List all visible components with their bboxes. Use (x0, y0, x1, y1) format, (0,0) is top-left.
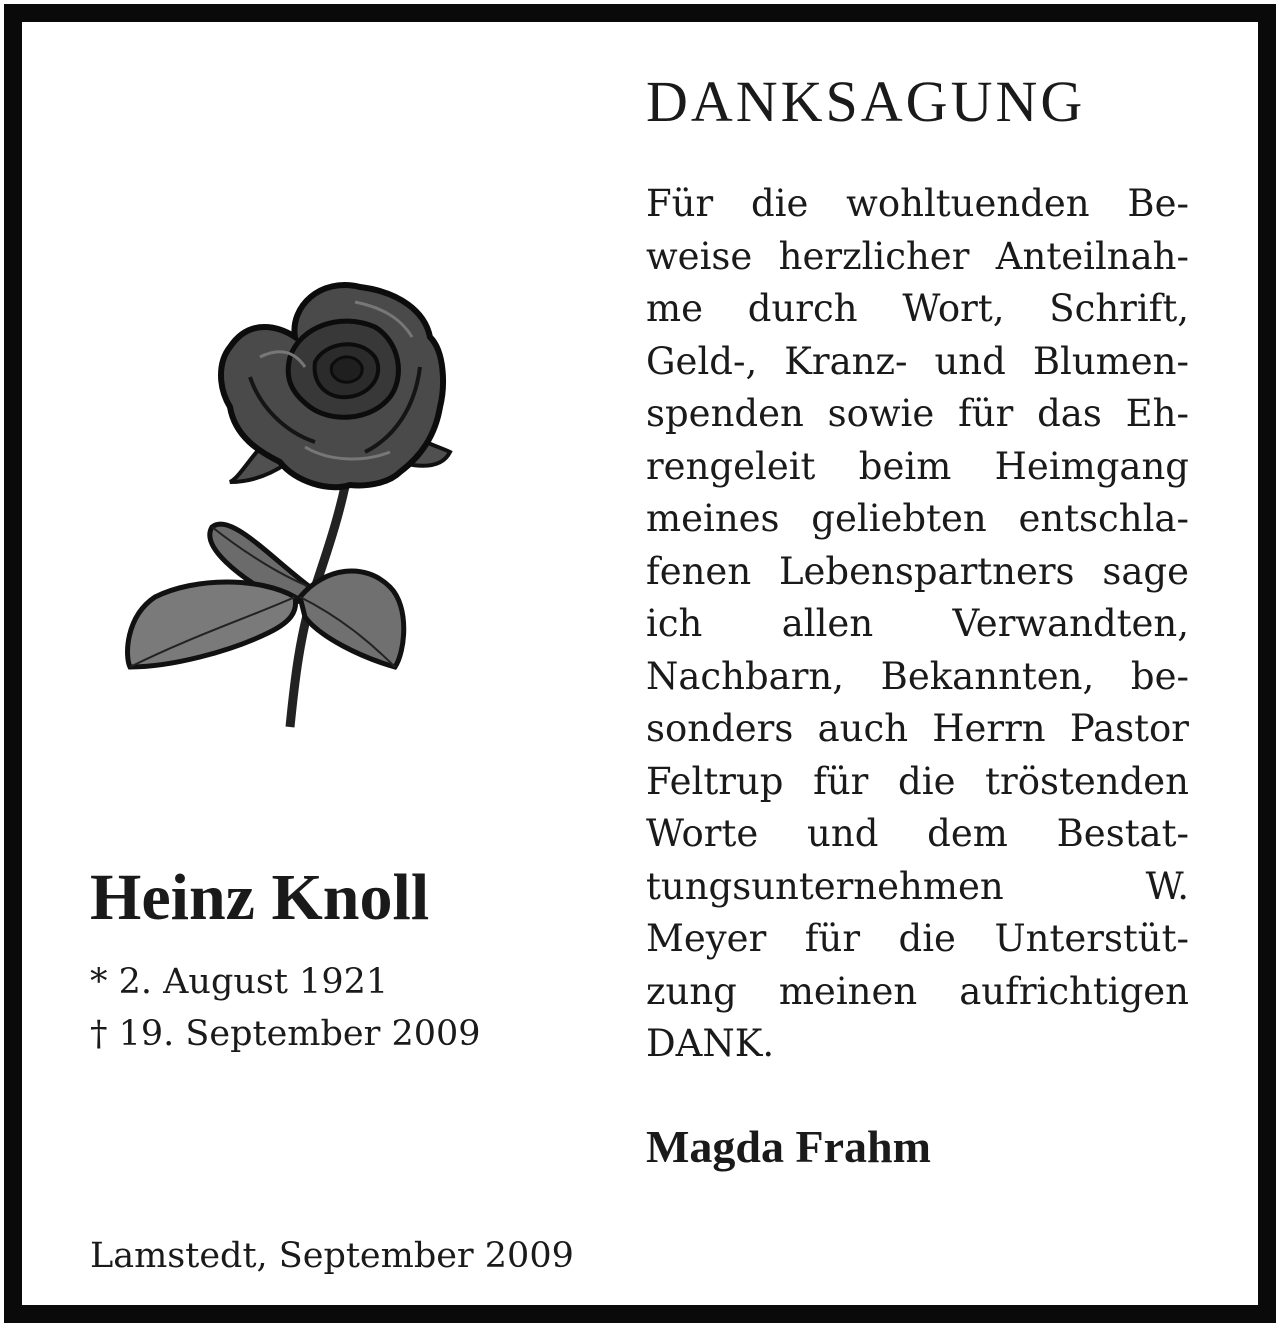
body-line: meines geliebten entschla- (646, 497, 1189, 540)
body-line: DANK. (646, 1022, 775, 1065)
birth-date: * 2. August 1921 (90, 962, 389, 1002)
life-dates (90, 956, 481, 1060)
rose-icon (100, 257, 510, 747)
body-line: tungsunternehmen W. (646, 864, 1189, 908)
body-line: Für die wohltuenden Be- (646, 182, 1189, 225)
body-line: sonders auch Herrn Pastor (646, 707, 1189, 750)
death-date: † 19. September 2009 (90, 1014, 481, 1054)
body-line: spenden sowie für das Eh- (646, 392, 1189, 435)
body-line: weise herzlicher Anteilnah- (646, 234, 1189, 278)
body-line: Nachbarn, Bekannten, be- (646, 654, 1189, 698)
deceased-name: Heinz Knoll (90, 861, 430, 934)
body-line: Meyer für die Unterstüt- (646, 917, 1189, 960)
body-line: Feltrup für die tröstenden (646, 759, 1189, 803)
place-date: Lamstedt, September 2009 (90, 1236, 574, 1276)
signer-name: Magda Frahm (646, 1121, 931, 1172)
body-line: Worte und dem Bestat- (646, 812, 1189, 855)
body-line: rengeleit beim Heimgang (646, 444, 1189, 488)
notice-frame (4, 4, 1276, 1323)
body-line: Geld-, Kranz- und Blumen- (646, 339, 1189, 383)
notice-heading: DANKSAGUNG (646, 69, 1086, 134)
body-line: me durch Wort, Schrift, (646, 287, 1189, 330)
body-line: zung meinen aufrichtigen (646, 969, 1189, 1013)
notice-body (646, 178, 1189, 1071)
body-line: ich allen Verwandten, (646, 602, 1189, 645)
body-line: fenen Lebenspartners sage (646, 549, 1189, 593)
